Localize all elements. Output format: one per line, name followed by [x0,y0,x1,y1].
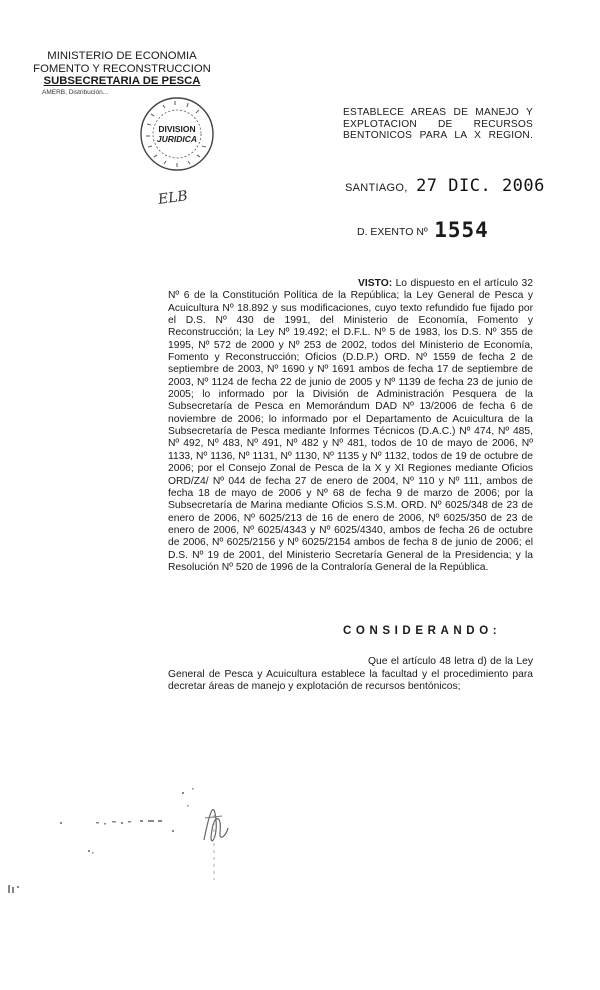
scan-marks [0,770,600,910]
considerando-paragraph-1: Que el artículo 48 letra d) de la Ley General de Pesca y Acuicultura establece la facultad y el procedimiento para decretar áreas de manejo y explotación de recursos bentónicos; [168,656,533,692]
header-line-fomento: FOMENTO Y RECONSTRUCCION [33,62,211,75]
stamp-text-juridica: JURIDICA [156,134,198,144]
stamp-text-division: DIVISION [158,124,196,134]
decree-number-line [357,218,489,242]
date-stamp: 27 DIC. 2006 [416,176,545,196]
division-juridica-stamp [137,94,217,174]
header-line-distribution: AMERB, Distribución... [42,88,109,96]
city-label: SANTIAGO, [345,182,408,194]
decree-number: 1554 [434,218,489,242]
visto-paragraph [168,278,533,574]
decree-exento-label: D. EXENTO Nº [357,226,428,238]
place-date-line [345,176,545,196]
considerando-heading: CONSIDERANDO: [343,625,502,637]
visto-text: Lo dispuesto en el artículo 32 Nº 6 de la Constitución Política de la República; la Ley General de Pesca y Acuicultura Nº 18.892 y sus modificaciones, cuyo texto refundido fue fijado por el D.S. Nº 430 de 1991, del Ministerio de Economía, Fomento y Reconstrucción; la Ley Nº 19.492; el D.F.L. Nº 5 de 1983, los D.S. Nº 355 de 1995, Nº 572 de 2000 y Nº 253 de 2002, todos del Ministerio de Economía, Fomento y Reconstrucción; Oficios (D.D.P.) ORD. Nº 1559 de fecha 2 de septiembre de 2003, Nº 1690 y Nº 1691 ambos de fecha 17 de septiembre de 2003, Nº 1124 de fecha 22 de junio de 2005 y Nº 1139 de fecha 23 de junio de 2005; lo informado por la División de Administración Pesquera de la Subsecretaría de Pesca en Memorándum DAD Nº 13/2006 de fecha 6 de noviembre de 2006; lo informado por el Departamento de Acuicultura de la Subsecretaría de Pesca mediante Informes Técnicos (D.A.C.) Nº 474, Nº 485, Nº 492, Nº 483, Nº 491, Nº 482 y Nº 481, todos de 10 de mayo de 2006, Nº 1133, Nº 1136, Nº 1131, Nº 1130, Nº 1135 y Nº 1132, todos de 19 de octubre de 2006; por el Consejo Zonal de Pesca de la X y XI Regiones mediante Oficios ORD/Z4/ Nº 044 de fecha 27 de enero de 2004, Nº 110 y Nº 111, ambos de fecha 18 de mayo de 2006 y Nº 68 de fecha 9 de marzo de 2006; por la Subsecretaría de Marina mediante Oficios S.S.M. ORD. Nº 6025/348 de 23 de enero de 2006, Nº 6025/213 de 16 de enero de 2006, Nº 6025/350 de 23 de enero de 2006, Nº 6025/4343 y Nº 6025/4340, ambos de fecha 26 de octubre de 2006, Nº 6025/2156 y Nº 6025/2154 ambos de fecha 8 de junio de 2006; el D.S. Nº 19 de 2001, del Ministerio Secretaría General de la Presidencia; y la Resolución Nº 520 de 1996 de la Contraloría General de la República. [168,278,533,573]
visto-label: VISTO: [358,278,393,289]
header-line-ministry: MINISTERIO DE ECONOMIA [47,50,197,62]
header-line-subsecretaria: SUBSECRETARIA DE PESCA [43,75,201,87]
ministry-header [32,50,212,97]
decree-subject: ESTABLECE AREAS DE MANEJO Y EXPLOTACION DE RECURSOS BENTONICOS PARA LA X REGION. [343,107,533,142]
handwritten-initials: ELB [157,188,189,208]
